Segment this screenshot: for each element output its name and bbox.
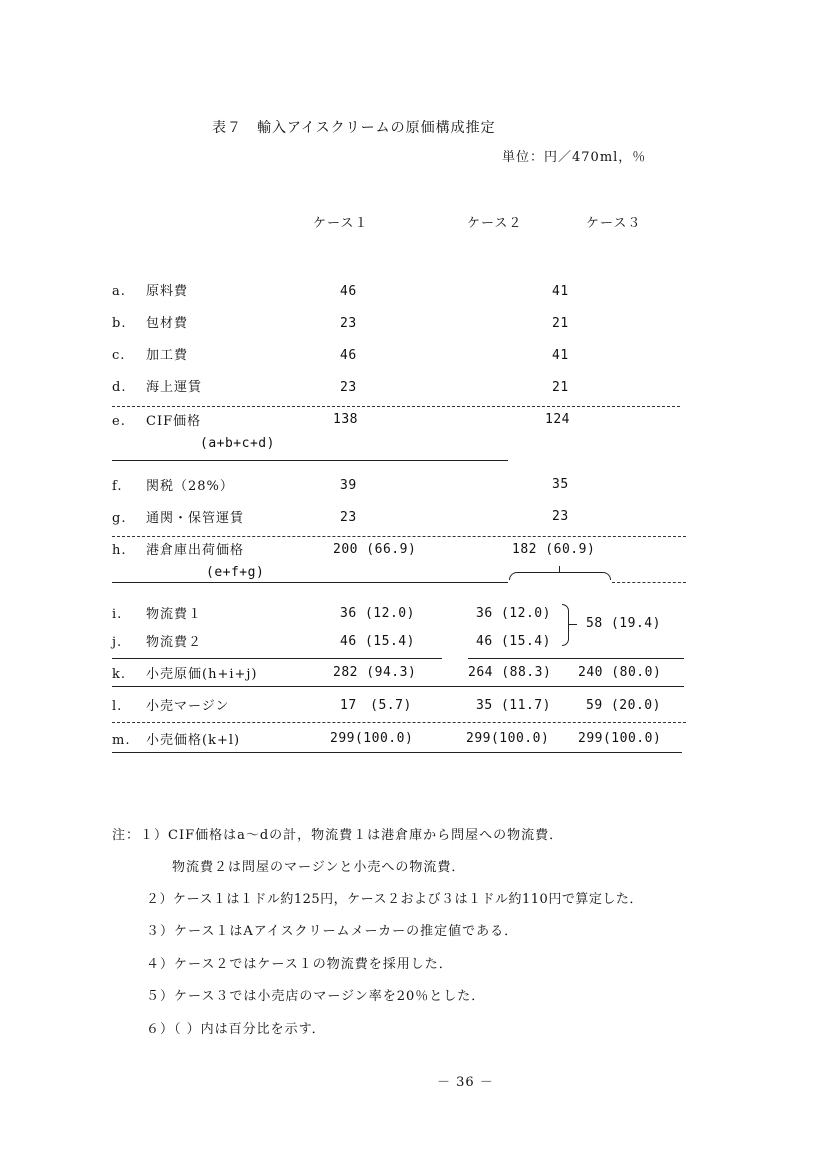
column-header-case1: ケース１ (313, 216, 369, 231)
row-letter: l. (112, 699, 123, 714)
row-item: 通関・保管運賃 (146, 511, 245, 526)
cell-case3: 240 (80.0) (578, 665, 662, 680)
divider (112, 406, 680, 407)
cell-case2: 36 (12.0) (476, 606, 551, 621)
cell-case1: 282 (94.3) (333, 665, 417, 680)
row-item: 海上運賃 (146, 380, 203, 395)
page-number: － 36 － (437, 1075, 494, 1090)
row-item: 原料費 (146, 284, 189, 299)
row-item: 小売マージン (146, 699, 230, 714)
cell-case3: 59 (20.0) (586, 698, 661, 713)
row-letter: b. (112, 316, 127, 331)
cell-case1: 299(100.0) (330, 731, 414, 746)
note-line: ６）（ ）内は百分比を示す． (146, 1022, 326, 1037)
row-letter: m. (112, 733, 131, 748)
cell-case2: 35 (552, 477, 569, 492)
cell-case2: 35 (11.7) (476, 698, 551, 713)
cell-case2: 46 (15.4) (476, 634, 551, 649)
note-line: 注：１）CIF価格はa～dの計，物流費１は港倉庫から問屋への物流費． (112, 828, 564, 843)
divider (112, 752, 682, 753)
divider (112, 686, 684, 687)
cell-case2: 124 (545, 412, 570, 427)
cell-case2: 182 (60.9) (512, 542, 596, 557)
row-item: 加工費 (146, 348, 189, 363)
row-letter: d. (112, 380, 127, 395)
divider (612, 582, 686, 583)
column-header-case2: ケース２ (467, 216, 523, 231)
row-letter: k. (112, 667, 127, 682)
cell-case1: 23 (340, 316, 357, 331)
cell-case1: 23 (340, 510, 357, 525)
row-subformula: (a+b+c+d) (200, 436, 275, 451)
brace-tip (559, 566, 560, 572)
cell-case1: 46 (15.4) (340, 634, 415, 649)
row-item: 包材費 (146, 316, 189, 331)
row-letter: e. (112, 414, 126, 429)
note-line: ２）ケース１は１ドル約125円，ケース２および３は１ドル約110円で算定した． (146, 892, 643, 907)
row-item: 物流費２ (146, 635, 203, 650)
row-item: CIF価格 (146, 414, 202, 429)
column-header-case3: ケース３ (586, 216, 642, 231)
row-letter: f. (112, 479, 123, 494)
row-item: 関税（28%） (146, 479, 234, 494)
note-line: ３）ケース１はAアイスクリームメーカーの推定値である． (146, 924, 519, 939)
divider (468, 658, 684, 659)
cell-case2: 21 (552, 316, 569, 331)
divider (112, 658, 442, 659)
row-letter: j. (112, 635, 123, 650)
note-line: ４）ケース２ではケース１の物流費を採用した． (146, 957, 453, 972)
cell-case1: 17 (5.7) (340, 698, 412, 713)
row-subformula: (e+f+g) (206, 565, 265, 580)
cell-case3: 58 (19.4) (586, 616, 661, 631)
brace-icon (562, 604, 569, 646)
divider (112, 722, 686, 723)
brace-icon (509, 572, 611, 580)
row-letter: i. (112, 607, 123, 622)
cell-case1: 46 (340, 284, 357, 299)
row-letter: h. (112, 543, 127, 558)
table-title: 表７ 輸入アイスクリームの原価構成推定 (212, 120, 496, 136)
cell-case1: 200 (66.9) (333, 542, 417, 557)
cell-case1: 36 (12.0) (340, 606, 415, 621)
note-line: ５）ケース３では小売店のマージン率を20％とした． (146, 989, 486, 1004)
row-letter: g. (112, 511, 127, 526)
row-item: 小売価格(k+l) (146, 733, 241, 748)
cell-case1: 138 (333, 412, 358, 427)
cell-case3: 299(100.0) (578, 731, 662, 746)
cell-case2: 299(100.0) (466, 731, 550, 746)
row-letter: c. (112, 348, 126, 363)
note-line: 物流費２は問屋のマージンと小売への物流費． (172, 860, 466, 875)
cell-case2: 23 (552, 509, 569, 524)
cell-case2: 41 (552, 348, 569, 363)
unit-label: 単位：円／470ml，％ (502, 150, 647, 165)
divider (112, 460, 508, 461)
cell-case2: 41 (552, 284, 569, 299)
row-letter: a. (112, 284, 126, 299)
cell-case2: 264 (88.3) (468, 665, 552, 680)
cell-case1: 46 (340, 348, 357, 363)
cell-case1: 39 (340, 478, 357, 493)
divider (112, 536, 686, 537)
row-item: 港倉庫出荷価格 (146, 543, 245, 558)
divider (112, 582, 508, 583)
cell-case1: 23 (340, 380, 357, 395)
row-item: 小売原価(h+i+j) (146, 667, 258, 682)
brace-tip (569, 624, 577, 625)
cell-case2: 21 (552, 380, 569, 395)
row-item: 物流費１ (146, 607, 203, 622)
